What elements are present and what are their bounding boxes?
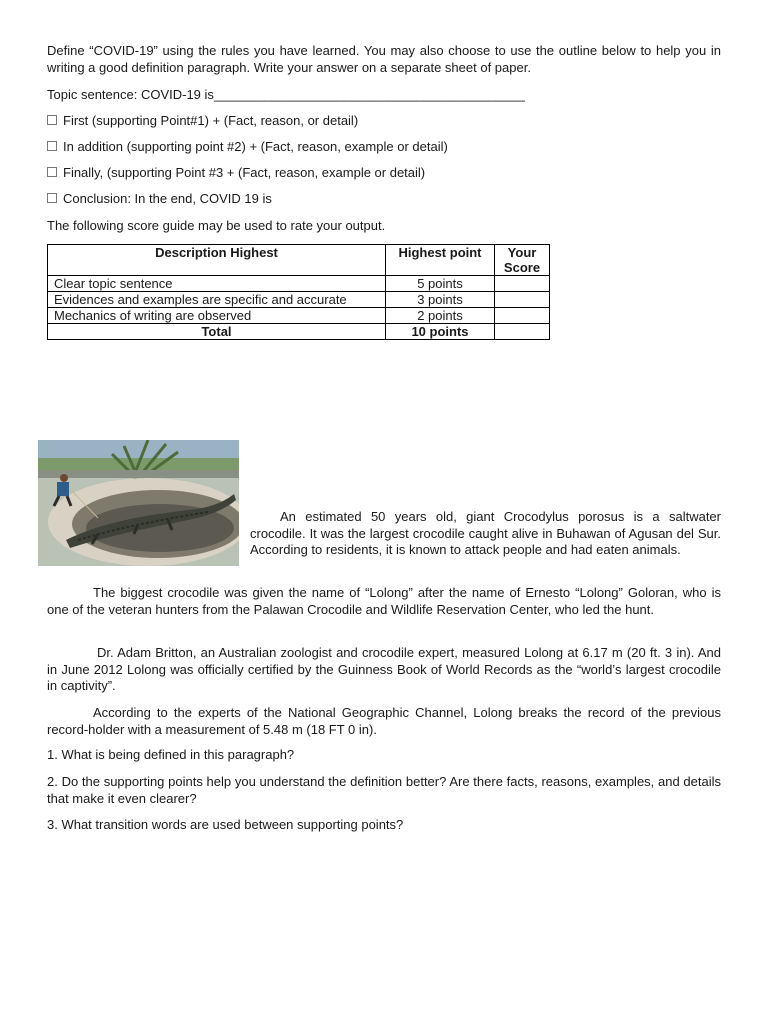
instructions-paragraph: Define “COVID-19” using the rules you have learned. You may also choose to use the outline below to help you in writing a good definition paragraph. Write your answer on a separate sheet of paper. — [47, 43, 721, 75]
checkbox-icon — [47, 141, 57, 151]
reading-paragraph-4: According to the experts of the National Geographic Channel, Lolong breaks the record of the previous record-holder with a measurement of 5.48 m (18 FT 0 in). — [47, 705, 721, 737]
header-your-score: Your Score — [495, 245, 550, 276]
outline-item-label: First (supporting Point#1) + (Fact, reason, or detail) — [63, 113, 359, 128]
question-2: 2. Do the supporting points help you understand the definition better? Are there facts, reasons, examples, and details that make it even clearer? — [47, 774, 721, 806]
outline-item-label: In addition (supporting point #2) + (Fact, reason, example or detail) — [63, 139, 448, 154]
row-score-cell[interactable] — [495, 308, 550, 324]
total-label: Total — [48, 324, 386, 340]
row-description: Clear topic sentence — [48, 276, 386, 292]
outline-item-first — [47, 113, 358, 128]
score-guide-intro: The following score guide may be used to rate your output. — [47, 218, 386, 233]
row-points: 3 points — [386, 292, 495, 308]
outline-item-label: Conclusion: In the end, COVID 19 is — [63, 191, 272, 206]
topic-sentence-line: Topic sentence: COVID-19 is___________________________________________ — [47, 87, 525, 102]
table-row — [48, 276, 550, 292]
outline-item-third — [47, 165, 425, 180]
table-header-row — [48, 245, 550, 276]
row-points: 2 points — [386, 308, 495, 324]
outline-item-conclusion — [47, 191, 272, 206]
table-row — [48, 292, 550, 308]
row-score-cell[interactable] — [495, 276, 550, 292]
question-3: 3. What transition words are used between supporting points? — [47, 817, 404, 832]
reading-paragraph-1: An estimated 50 years old, giant Crocodylus porosus is a saltwater crocodile. It was the largest crocodile caught alive in Buhawan of Agusan del Sur. According to residents, it is known to attack people and had eaten animals. — [250, 509, 721, 557]
checkbox-icon — [47, 115, 57, 125]
score-guide-table — [47, 244, 550, 340]
header-highest-point: Highest point — [386, 245, 495, 276]
checkbox-icon — [47, 167, 57, 177]
outline-item-second — [47, 139, 448, 154]
row-description: Mechanics of writing are observed — [48, 308, 386, 324]
total-points: 10 points — [386, 324, 495, 340]
reading-paragraph-3: Dr. Adam Britton, an Australian zoologist and crocodile expert, measured Lolong at 6.17 m (20 ft. 3 in). And in June 2012 Lolong was officially certified by the Guinness Book of World Records as the “world’s largest crocodile in captivity”. — [47, 645, 721, 693]
crocodile-photo — [38, 440, 239, 566]
header-description: Description Highest — [48, 245, 386, 276]
table-total-row — [48, 324, 550, 340]
row-description: Evidences and examples are specific and accurate — [48, 292, 386, 308]
total-score-cell[interactable] — [495, 324, 550, 340]
row-points: 5 points — [386, 276, 495, 292]
row-score-cell[interactable] — [495, 292, 550, 308]
checkbox-icon — [47, 193, 57, 203]
outline-item-label: Finally, (supporting Point #3 + (Fact, reason, example or detail) — [63, 165, 426, 180]
table-row — [48, 308, 550, 324]
reading-paragraph-2: The biggest crocodile was given the name of “Lolong” after the name of Ernesto “Lolong” Goloran, who is one of the veteran hunters from the Palawan Crocodile and Wildlife Reservation Center, who led the hunt. — [47, 585, 721, 617]
question-1: 1. What is being defined in this paragraph? — [47, 747, 295, 762]
